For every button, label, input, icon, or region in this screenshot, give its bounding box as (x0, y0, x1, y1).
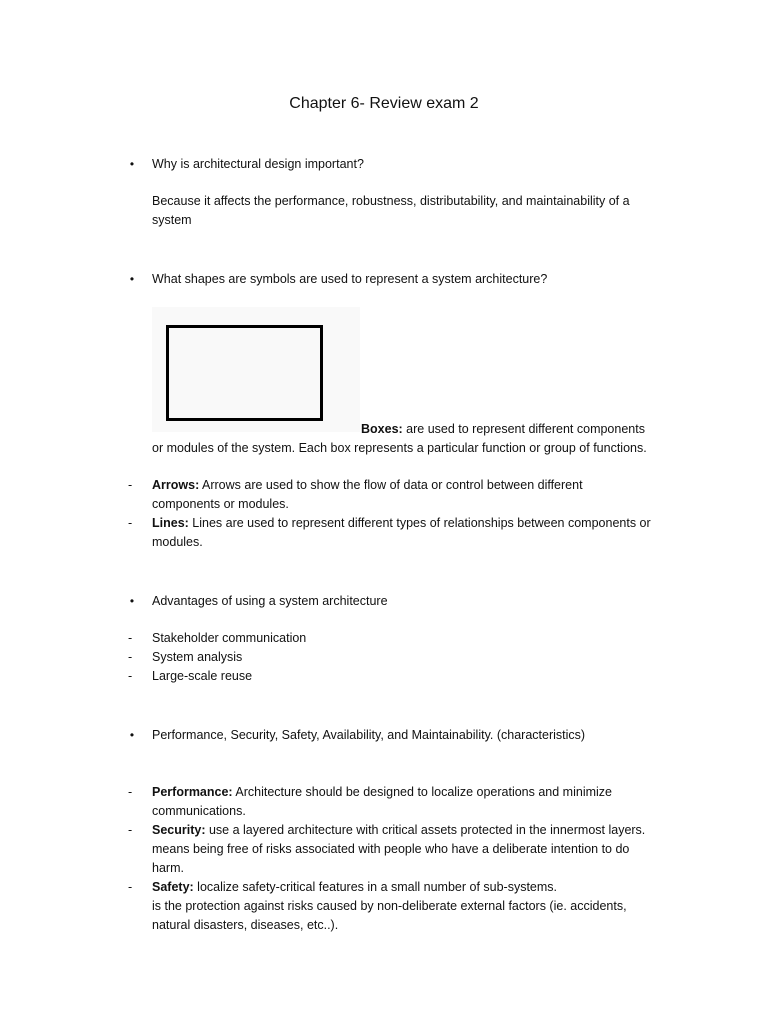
security-label: Security: (152, 823, 206, 837)
dash-marker: - (128, 880, 133, 894)
dash-marker: - (128, 631, 133, 645)
lines-label: Lines: (152, 516, 189, 530)
dash-marker: - (128, 823, 133, 837)
boxes-text-start: are used to represent different components (402, 422, 645, 436)
bullet-marker: • (129, 272, 135, 286)
safety-extra: is the protection against risks caused by non-deliberate external factors (ie. accidents, natural disasters, diseases, etc..). (152, 899, 627, 932)
question-architectural-design: Why is architectural design important? (152, 157, 364, 171)
item-arrows (152, 476, 602, 514)
dash-marker: - (128, 478, 133, 492)
question-advantages: Advantages of using a system architecture (152, 594, 388, 608)
dash-marker: - (128, 650, 133, 664)
item-performance (152, 783, 622, 821)
dash-marker: - (128, 669, 133, 683)
performance-label: Performance: (152, 785, 233, 799)
security-extra: means being free of risks associated with people who have a deliberate intention to do harm. (152, 842, 630, 875)
item-safety (152, 878, 662, 897)
security-text: use a layered architecture with critical assets protected in the innermost layers. (205, 823, 646, 837)
dash-marker: - (128, 785, 133, 799)
item-lines (152, 514, 662, 552)
rectangle-shape (166, 325, 323, 421)
lines-text: Lines are used to represent different types of relationships between components or modules. (152, 516, 651, 549)
arrows-text: Arrows are used to show the flow of data or control between different components or modules. (152, 478, 583, 511)
item-security (152, 821, 662, 840)
safety-label: Safety: (152, 880, 194, 894)
advantage-item: Large-scale reuse (152, 669, 253, 683)
arrows-label: Arrows: (152, 478, 200, 492)
dash-marker: - (128, 516, 133, 530)
box-symbol-image (152, 307, 360, 432)
performance-text: Architecture should be designed to localize operations and minimize communications. (152, 785, 612, 818)
advantage-item: Stakeholder communication (152, 631, 307, 645)
bullet-marker: • (129, 728, 135, 742)
question-shapes-symbols: What shapes are symbols are used to represent a system architecture? (152, 272, 548, 286)
bullet-marker: • (129, 157, 135, 171)
safety-text: localize safety-critical features in a small number of sub-systems. (193, 880, 558, 894)
boxes-line-2: or modules of the system. Each box represents a particular function or group of functions. (152, 441, 647, 455)
advantage-item: System analysis (152, 650, 243, 664)
bullet-marker: • (129, 594, 135, 608)
boxes-label: Boxes: (361, 422, 403, 436)
characteristics-heading: Performance, Security, Safety, Availability, and Maintainability. (characteristics) (152, 728, 586, 742)
boxes-line-1 (361, 420, 661, 439)
answer-architectural-design: Because it affects the performance, robustness, distributability, and maintainability of a system (152, 194, 630, 227)
page-title: Chapter 6- Review exam 2 (289, 95, 479, 112)
